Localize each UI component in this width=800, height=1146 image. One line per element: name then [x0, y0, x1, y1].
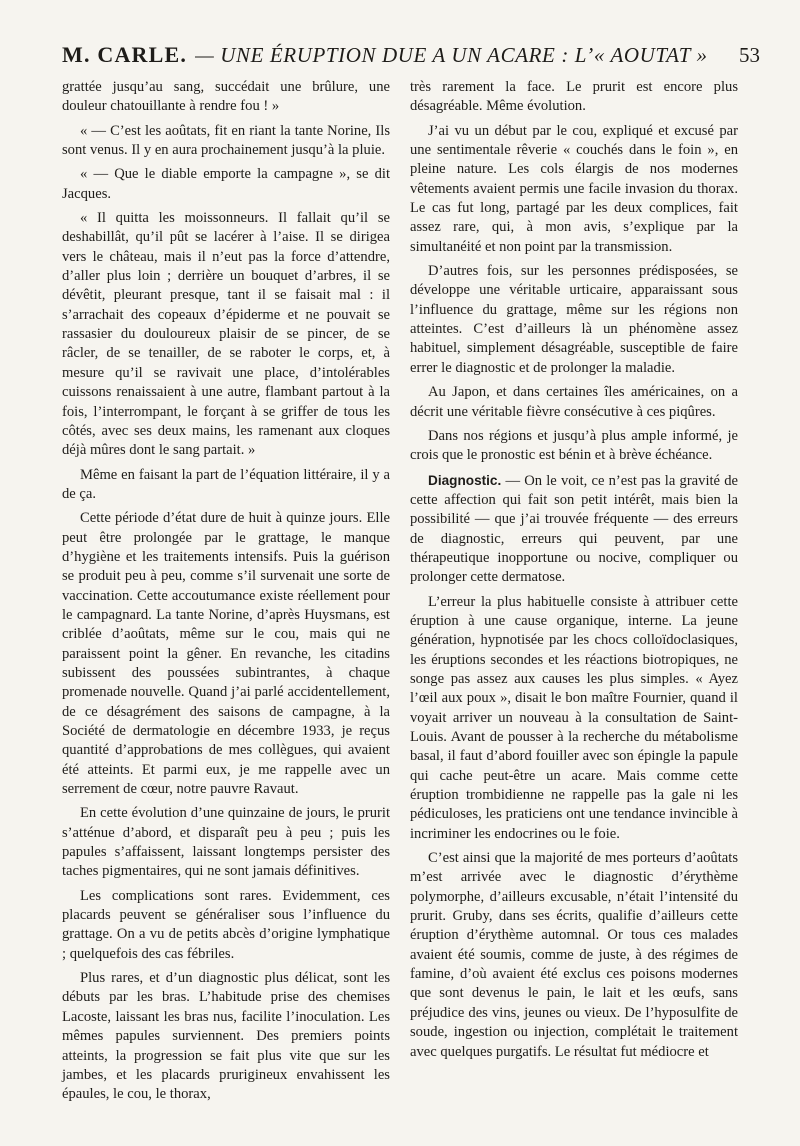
header-author: M. CARLE. [62, 42, 188, 67]
paragraph: Dans nos régions et jusqu’à plus ample informé, je crois que le pronostic est bénin et à brève échéance. [410, 427, 738, 464]
page-number: 53 [739, 43, 760, 67]
paragraph: « Il quitta les moissonneurs. Il fallait qu’il se deshabillât, qu’il pût se lacérer à l’aise. Il se dirigea vers le château, mais il n’eut pas la force d’attendre, d’aller plus loin ; derrière un bouquet d’arbres, il se dévêtit, pleurant presque, tant il se faisait mal : il s’arrachait des copeaux d’épiderme et ne pouvait se rassasier du douloureux plaisir de se pincer, de se râcler, de se tenailler, de se raboter le corps, et, à mesure qu’il se ravivait une place, d’intolérables cuissons renaissaient à une autre, flambant partout à la fois, l’interrompant, le forçant à se griffer de tous les côtés, avec ses deux mains, les ramenant aux cloques déjà mûres dont le sang partait. » [62, 210, 390, 459]
paragraph: grattée jusqu’au sang, succédait une brûlure, une douleur chatouillante à rendre fou ! » [62, 79, 390, 115]
diagnostic-heading: Diagnostic. [428, 472, 502, 488]
paragraph: très rarement la face. Le prurit est encore plus désagréable. Même évolution. [410, 79, 738, 115]
paragraph: Cette période d’état dure de huit à quinze jours. Elle peut être prolongée par le grattage, le manque d’hygiène et les traitements intensifs. Puis la guérison se produit peu à peu, comme s’il survenait une sorte de vaccination. Cette accoutumance existe réellement pour le campagnard. La tante Norine, d’après Huysmans, est criblée d’aoûtats, même sur le cou, mais qui ne paraissent point la gêner. En revanche, les citadins subissent des poussées subintrantes, à chaque promenade nouvelle. Quand j’ai parlé accidentellement, de ce désagrément des saisons de campagne, à la Société de dermatologie en décembre 1933, je reçus quantité d’approbations de mes collègues, qui avaient été atteints. Et parmi eux, je me rappelle avec un serrement de cœur, notre pauvre Ravaut. [62, 510, 390, 798]
paragraph: L’erreur la plus habituelle consiste à attribuer cette éruption à une cause organique, interne. La jeune génération, hypnotisée par les chocs colloïdoclasiques, les éruptions secondes et les réactions biotropiques, ne songe pas assez aux causes les plus simples. « Ayez l’œil aux poux », disait le bon maître Fournier, quand il voyait arriver un nouveau à la consultation de Saint-Louis. Avant de pousser à la recherche du métabolisme basal, il faut d’abord fouiller avec son épingle la papule qui cache peut-être un acare. Mais comme cette éruption trombidienne ne rappelle pas la gale ni les pédiculoses, les praticiens ont une tendance invincible à incriminer les endocrines ou le foie. [410, 593, 738, 842]
running-header [62, 42, 760, 72]
paragraph: C’est ainsi que la majorité de mes porteurs d’aoûtats m’est arrivée avec le diagnostic d’érythème polymorphe, d’ailleurs excusable, n’était l’intensité du prurit. Gruby, dans ses écrits, qualifie d’ailleurs cette éruption d’érythème automnal. Or tous ces malades avaient été soumis, comme de juste, à des régimes de famine, d’où avaient été exclus ces poisons modernes que sont devenus le pain, le lait et les œufs, sans préjudice des vins, jeunes ou vieux. De l’hyposulfite de soude, ingestion ou injection, complétait le traitement avec quelques purgatifs. Le résultat fut médiocre et [410, 850, 738, 1060]
left-column [62, 78, 390, 1105]
paragraph: Plus rares, et d’un diagnostic plus délicat, sont les débuts par les bras. L’habitude prise des chemises Lacoste, laissant les bras nus, facilite l’inoculation. Les mêmes papules surviennent. Des premiers points atteints, la progression se fait plus vite que sur les jambes, et les placards prurigineux envahissent les épaules, le cou, le thorax, [62, 970, 390, 1103]
paragraph: Les complications sont rares. Evidemment, ces placards peuvent se généraliser sous l’influence du grattage. On a vu de petits abcès d’origine lymphatique ; quelquefois des cas fébriles. [62, 887, 390, 962]
paragraph: « — C’est les aoûtats, fit en riant la tante Norine, Ils sont venus. Il y en aura prochainement jusqu’à la pluie. [62, 122, 390, 159]
header-title: — UNE ÉRUPTION DUE A UN ACARE : L’« AOUTAT » [195, 43, 708, 67]
diagnostic-text: — On le voit, ce n’est pas la gravité de cette affection qui fait son petit intérêt, mais bien la possibilité — que j’ai trouvée fréquente — des erreurs de diagnostic, erreurs qui peuvent, par une thérapeutique inopportune ou nocive, compliquer ou prolonger cette dermatose. [410, 472, 738, 586]
diagnostic-paragraph [410, 471, 738, 588]
paragraph: « — Que le diable emporte la campagne », se dit Jacques. [62, 166, 390, 202]
right-column [410, 78, 738, 1062]
paragraph: D’autres fois, sur les personnes prédisposées, se développe une véritable urticaire, apparaissant sous l’influence du grattage, même sur les régions non atteintes. C’est d’ailleurs là un phénomène assez habituel, simplement désagréable, susceptible de faire errer le diagnostic et de prolonger la maladie. [410, 263, 738, 376]
paragraph: En cette évolution d’une quinzaine de jours, le prurit s’atténue d’abord, et disparaît peu à peu ; puis les papules s’affaissent, laissant longtemps persister des taches pigmentaires, qui ne sont jamais définitives. [62, 805, 390, 880]
paragraph: Même en faisant la part de l’équation littéraire, il y a de ça. [62, 466, 390, 502]
paragraph: J’ai vu un début par le cou, expliqué et excusé par une sentimentale rêverie « couchés dans le foin », en pleine nature. Les cols élargis de nos modernes vêtements avaient permis une facile invasion du thorax. Le cas fut long, partagé par les deux complices, fait assez rare, qui, à mon avis, s’explique par la simultanéité et non point par la transmission. [410, 122, 738, 255]
paragraph: Au Japon, et dans certaines îles américaines, on a décrit une véritable fièvre consécutive à ces piqûres. [410, 384, 738, 420]
